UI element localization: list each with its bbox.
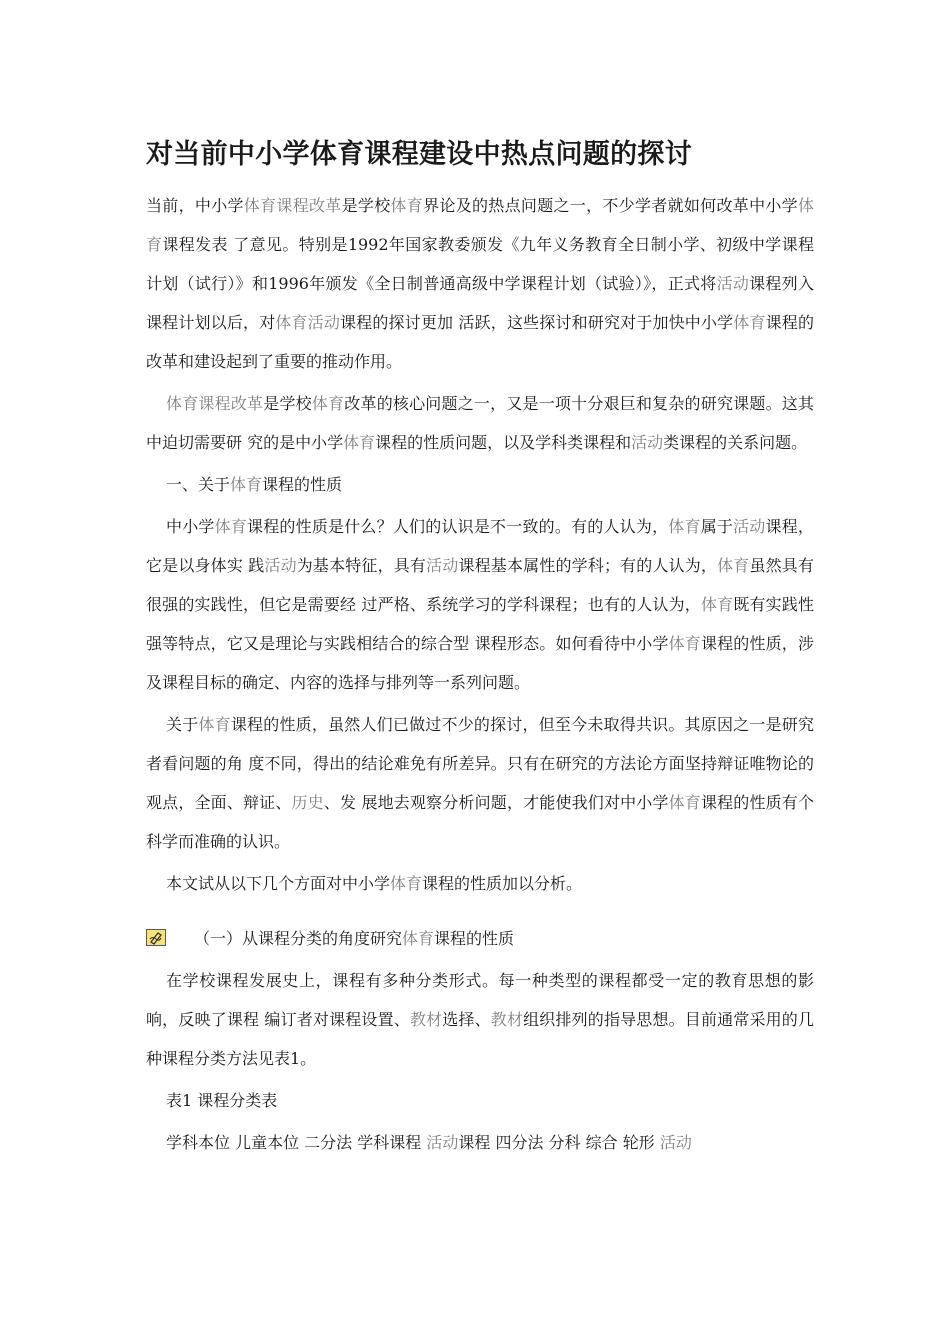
paragraph bbox=[146, 507, 814, 702]
paragraph bbox=[146, 1123, 814, 1162]
text-run: 关于 bbox=[166, 715, 199, 734]
highlighted-term[interactable]: 体育 bbox=[198, 715, 231, 734]
text-run: 课程的性质有个科学而准确的认识。 bbox=[146, 793, 814, 851]
text-run: 选择、 bbox=[442, 1010, 491, 1029]
highlighted-term[interactable]: 体育 bbox=[668, 517, 701, 536]
paragraph bbox=[146, 465, 814, 504]
text-run: 课程的性质 bbox=[434, 929, 515, 948]
text-run: 课程的性质，虽然人们已做过不少的探讨，但至今未取得共识。其原因之一是研究者看问题的角 度不同，得出的结论难免有所差异。只有在研究的方法论方面坚持辩证唯物论的观点，全面、辩证、 bbox=[146, 715, 814, 812]
highlighted-term[interactable]: 体育 bbox=[390, 874, 423, 893]
highlighted-term[interactable]: 体育 bbox=[668, 634, 701, 653]
text-run: 改革的核心问题之一，又是一项十分艰巨和复杂的研究课题。这其中迫切需要研 究的是中小学 bbox=[146, 394, 814, 452]
text-run: 本文试从以下几个方面对中小学 bbox=[166, 874, 391, 893]
text-run: 表1 课程分类表 bbox=[166, 1091, 278, 1110]
highlighted-term[interactable]: 活动 bbox=[659, 1133, 692, 1152]
text-run: 课程 四分法 分科 综合 轮形 bbox=[458, 1133, 660, 1152]
text-run: 课程，它是以身体实 践 bbox=[146, 517, 814, 575]
highlighted-term[interactable]: 体育 bbox=[311, 394, 345, 413]
paragraph bbox=[146, 864, 814, 903]
text-run: （一）从课程分类的角度研究 bbox=[194, 929, 403, 948]
highlighted-term[interactable]: 体育 bbox=[214, 517, 248, 536]
text-run: 课程的性质是什么？人们的认识是不一致的。有的人认为， bbox=[247, 517, 669, 536]
highlighted-term[interactable]: 体育 bbox=[390, 196, 424, 215]
text-run: 中小学 bbox=[166, 517, 215, 536]
highlighted-term[interactable]: 体育课程改革 bbox=[243, 196, 342, 215]
text-run: 类课程的关系问题。 bbox=[663, 433, 808, 452]
highlighted-term[interactable]: 活动 bbox=[426, 1133, 459, 1152]
text-run: 学科本位 儿童本位 二分法 学科课程 bbox=[166, 1133, 427, 1152]
text-run: 课程列入课程计划以后，对 bbox=[146, 274, 814, 332]
highlighted-term[interactable]: 体育课程改革 bbox=[166, 394, 264, 413]
text-run: 课程发表 了意见。特别是1992年国家教委颁发《九年义务教育全日制小学、初级中学课程计划（试行）》和1996年颁发《全日制普通高级中学课程计划（试验）》，正式将 bbox=[146, 235, 814, 293]
highlighted-term[interactable]: 体育 bbox=[717, 556, 750, 575]
highlighted-term[interactable]: 历史 bbox=[291, 793, 324, 812]
highlighted-term[interactable]: 体育 bbox=[343, 433, 376, 452]
paragraph bbox=[146, 1081, 814, 1120]
text-run: 课程的改革和建设起到了重要的推动作用。 bbox=[146, 313, 814, 371]
document-body bbox=[146, 186, 814, 1165]
subheading-row bbox=[146, 919, 814, 958]
highlighted-term[interactable]: 教材 bbox=[490, 1010, 524, 1029]
subheading-1 bbox=[146, 919, 814, 958]
text-run: 课程的性质问题，以及学科类课程和 bbox=[375, 433, 632, 452]
text-run: 课程的探讨更加 活跃，这些探讨和研究对于加快中小学 bbox=[340, 313, 734, 332]
highlighted-term[interactable]: 活动 bbox=[426, 556, 459, 575]
text-run: 一、关于 bbox=[166, 475, 231, 494]
text-run: 课程的性质 bbox=[262, 475, 343, 494]
text-run: 为基本特征，具有 bbox=[296, 556, 427, 575]
text-run: 既有实践性强等特点，它又是理论与实践相结合的综合型 课程形态。如何看待中小学 bbox=[146, 595, 814, 653]
highlighted-term[interactable]: 体育 bbox=[733, 313, 766, 332]
section-intro bbox=[146, 186, 814, 903]
text-run: 课程基本属性的学科；有的人认为， bbox=[458, 556, 718, 575]
text-run: 界论及的热点问题之一，不少学者就如何改革中小学 bbox=[423, 196, 798, 215]
text-run: 、发 展地去观察分析问题，才能使我们对中小学 bbox=[323, 793, 669, 812]
highlighted-term[interactable]: 活动 bbox=[631, 433, 664, 452]
highlighted-term[interactable]: 体育 bbox=[402, 929, 435, 948]
text-run: 组织排列的指导思想。目前通常采用的几种课程分类方法见表1。 bbox=[146, 1010, 814, 1068]
highlighted-term[interactable]: 活动 bbox=[264, 556, 297, 575]
highlighted-term[interactable]: 体育 bbox=[146, 196, 814, 254]
highlighted-term[interactable]: 教材 bbox=[409, 1010, 443, 1029]
text-run: 是学校 bbox=[341, 196, 391, 215]
highlighted-term[interactable]: 体育 bbox=[230, 475, 263, 494]
paragraph bbox=[146, 186, 814, 381]
document-title: 对当前中小学体育课程建设中热点问题的探讨 bbox=[146, 139, 692, 170]
highlighted-term[interactable]: 体育活动 bbox=[275, 313, 341, 332]
paragraph bbox=[146, 384, 814, 462]
paragraph bbox=[146, 705, 814, 861]
text-run: 当前，中小学 bbox=[146, 196, 244, 215]
edit-note-icon[interactable] bbox=[146, 929, 166, 946]
text-run: 属于 bbox=[700, 517, 734, 536]
highlighted-term[interactable]: 活动 bbox=[716, 274, 750, 293]
section-classification bbox=[146, 961, 814, 1162]
text-run: 在学校课程发展史上，课程有多种分类形式。每一种类型的课程都受一定的教育思想的影响，反映了课程 编订者对课程设置、 bbox=[146, 971, 814, 1029]
paragraph bbox=[146, 961, 814, 1078]
text-run: 虽然具有很强的实践性，但它是需要经 过严格、系统学习的学科课程；也有的人认为， bbox=[146, 556, 814, 614]
text-run: 课程的性质加以分析。 bbox=[422, 874, 583, 893]
text-run: 课程的性质，涉及课程目标的确定、内容的选择与排列等一系列问题。 bbox=[146, 634, 814, 692]
text-run: 是学校 bbox=[263, 394, 312, 413]
highlighted-term[interactable]: 体育 bbox=[700, 595, 734, 614]
highlighted-term[interactable]: 活动 bbox=[733, 517, 766, 536]
highlighted-term[interactable]: 体育 bbox=[668, 793, 701, 812]
